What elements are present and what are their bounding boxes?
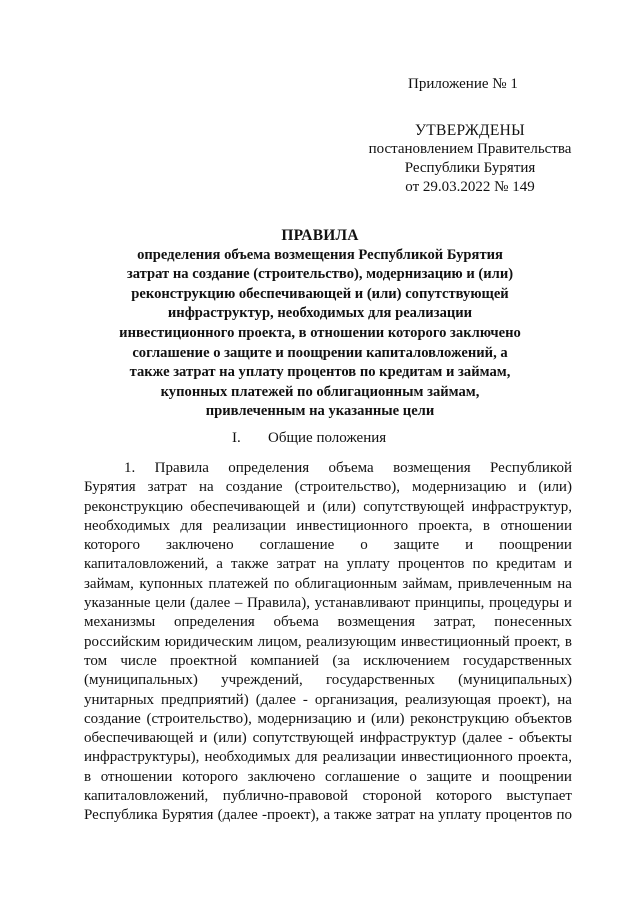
document-title: ПРАВИЛА xyxy=(281,227,359,244)
body-word: защите xyxy=(426,768,472,785)
body-line xyxy=(84,768,572,787)
body-word: объекты xyxy=(519,730,572,747)
body-word: процентов xyxy=(485,807,553,824)
body-word: уплату xyxy=(346,556,390,573)
body-word: Республикой xyxy=(490,460,572,476)
body-word: возмещения xyxy=(393,460,471,476)
body-word: необходимых xyxy=(84,517,170,534)
body-word: инфраструктуры), xyxy=(84,749,200,766)
body-word: проектной xyxy=(170,652,238,669)
body-paragraph xyxy=(84,459,572,826)
body-word: займам, xyxy=(402,575,453,592)
body-word: капиталовложений, xyxy=(84,788,209,805)
body-line xyxy=(84,710,572,729)
body-line xyxy=(84,613,572,632)
body-word: российским xyxy=(84,633,161,650)
body-line xyxy=(84,575,572,594)
body-word: унитарных xyxy=(84,691,155,708)
body-line xyxy=(84,691,572,710)
title-line: инвестиционного проекта, в отношении которого заключено xyxy=(119,324,521,341)
body-word: инвестиционного xyxy=(296,517,409,534)
body-word: (муниципальных) xyxy=(458,672,572,689)
body-word: и xyxy=(563,556,572,573)
body-word: обеспечивающей xyxy=(190,498,300,515)
body-line xyxy=(84,671,572,690)
approved-label: УТВЕРЖДЕНЫ xyxy=(415,122,525,139)
body-word: и xyxy=(563,595,572,612)
body-word: защите xyxy=(393,537,440,554)
title-line: также затрат на уплату процентов по кредитам и займам, xyxy=(129,364,511,381)
body-word: соглашение xyxy=(259,537,335,554)
body-word: и xyxy=(307,498,316,515)
body-word: (муниципальных) xyxy=(84,672,198,689)
body-line xyxy=(84,806,572,825)
body-word: необходимых xyxy=(204,749,291,766)
body-word: поощрении xyxy=(499,537,572,554)
title-line: реконструкцию обеспечивающей и (или) сопутствующей xyxy=(131,285,509,302)
body-word: на xyxy=(419,807,435,824)
body-word: поощрении xyxy=(499,768,572,785)
body-word: которого xyxy=(84,537,140,554)
body-word: исключением xyxy=(363,652,450,669)
body-word: модернизацию xyxy=(412,479,507,496)
body-word: заключено xyxy=(247,768,316,785)
title-line: затрат на создание (строительство), модернизацию и (или) xyxy=(126,266,514,283)
body-word: определения xyxy=(173,614,255,631)
body-word: (далее xyxy=(462,730,503,747)
body-word: (строительство), xyxy=(146,710,252,727)
body-word: создание xyxy=(225,479,283,496)
body-word: публично-правовой xyxy=(222,788,349,805)
body-word: купонных xyxy=(139,575,204,592)
body-line xyxy=(84,652,572,671)
body-word: возмещения xyxy=(337,614,415,631)
body-word: соглашение xyxy=(325,768,400,785)
body-word: реализации xyxy=(322,749,396,766)
body-word: затрат xyxy=(147,479,187,496)
body-word: (далее xyxy=(217,807,258,824)
body-word: (или) xyxy=(213,730,247,747)
body-word: лицом, xyxy=(257,633,302,650)
body-word: реализации xyxy=(212,517,287,534)
body-line xyxy=(84,555,572,574)
body-word: по xyxy=(472,556,489,573)
body-word: -проект), xyxy=(262,807,320,824)
body-word: реализующим xyxy=(306,633,397,650)
body-word: в xyxy=(482,517,490,534)
body-line xyxy=(84,748,572,767)
body-word: процедуры xyxy=(489,595,560,612)
title-line: определения объема возмещения Республикой Бурятия xyxy=(137,246,503,263)
body-word: и xyxy=(357,710,366,727)
body-word: принципы, xyxy=(414,595,485,612)
body-word: затрат xyxy=(375,807,416,824)
body-word: объема xyxy=(273,614,319,631)
body-word: капиталовложений, xyxy=(84,556,209,573)
body-word: предприятий) xyxy=(161,691,249,708)
body-word: на xyxy=(557,575,572,592)
body-word: юридическим xyxy=(164,633,254,650)
body-word: учреждений, xyxy=(221,672,303,689)
section-heading xyxy=(232,429,386,447)
body-word: инвестиционного xyxy=(401,749,513,766)
body-word: сопутствующей xyxy=(252,730,354,747)
section-number: I. xyxy=(232,430,241,446)
body-word: - xyxy=(302,691,308,708)
body-word: объектов xyxy=(514,710,572,727)
body-word: Бурятия xyxy=(84,479,136,496)
approval-block xyxy=(360,121,580,197)
body-word: проекта, xyxy=(418,517,473,534)
body-word: цели xyxy=(155,595,186,612)
body-word: инфраструктур, xyxy=(471,498,572,515)
body-word: устанавливают xyxy=(314,595,411,612)
body-word: на xyxy=(198,479,214,496)
body-word: отношении xyxy=(100,768,173,785)
body-word: организация, xyxy=(314,691,398,708)
approval-line: от 29.03.2022 № 149 xyxy=(405,179,535,195)
body-word: определения xyxy=(228,460,310,476)
body-word: понесенных xyxy=(494,614,572,631)
title-line: купонных платежей по облигационным займам, xyxy=(160,383,480,400)
body-word: (далее xyxy=(255,691,296,708)
body-word: инфраструктур xyxy=(359,730,457,747)
body-word: модернизацию xyxy=(257,710,352,727)
body-word: реконструкцию xyxy=(84,498,183,515)
document-title-block xyxy=(100,226,540,422)
body-word: также xyxy=(334,807,372,824)
body-word: по xyxy=(556,807,572,824)
title-line: инфраструктур, необходимых для реализации xyxy=(167,305,473,322)
title-line: привлеченным на указанные цели xyxy=(205,403,435,420)
body-word: 1. xyxy=(124,460,136,476)
body-word: по xyxy=(273,575,290,592)
appendix-label: Приложение № 1 xyxy=(408,76,518,92)
body-word: для xyxy=(180,517,203,534)
body-line xyxy=(84,478,572,497)
body-word: реализующая xyxy=(404,691,492,708)
body-line xyxy=(84,459,572,478)
body-word: проект), xyxy=(498,691,551,708)
body-word: процентов xyxy=(397,556,465,573)
body-word: привлеченным xyxy=(457,575,552,592)
approval-line: постановлением Правительства xyxy=(368,141,572,157)
body-word: сопутствующей xyxy=(363,498,465,515)
body-word: обеспечивающей xyxy=(84,730,194,747)
body-word: (строительство), xyxy=(294,479,400,496)
body-line xyxy=(84,498,572,517)
body-word: Правила), xyxy=(246,595,310,612)
body-word: проект, xyxy=(514,633,561,650)
body-word: и xyxy=(518,479,527,496)
body-word: Республика xyxy=(84,807,158,824)
body-word: также xyxy=(231,556,269,573)
body-line xyxy=(84,787,572,806)
body-word: в xyxy=(84,768,92,785)
body-word: уплату xyxy=(438,807,482,824)
body-word: на xyxy=(557,691,572,708)
body-word: компанией xyxy=(250,652,320,669)
body-word: которого xyxy=(182,768,239,785)
body-word: для xyxy=(295,749,318,766)
body-word: о xyxy=(409,768,417,785)
body-word: создание xyxy=(84,710,141,727)
body-word: Правила xyxy=(154,460,209,476)
body-word: государственных xyxy=(325,672,435,689)
body-word: на xyxy=(323,556,339,573)
title-line: соглашение о защите и поощрении капиталовложений, а xyxy=(132,344,508,361)
body-line xyxy=(84,729,572,748)
body-word: затрат, xyxy=(433,614,476,631)
body-word: механизмы xyxy=(84,614,156,631)
body-word: (далее xyxy=(190,595,231,612)
body-line xyxy=(84,536,572,555)
body-word: стороной xyxy=(362,788,422,805)
body-word: реконструкцию xyxy=(410,710,510,727)
body-word: (за xyxy=(332,652,350,669)
body-word: - xyxy=(508,730,514,747)
body-word: (или) xyxy=(371,710,405,727)
body-word: затрат xyxy=(276,556,316,573)
body-word: том xyxy=(84,652,108,669)
body-word: облигационным xyxy=(294,575,397,592)
body-word: которого xyxy=(435,788,492,805)
body-word: указанные xyxy=(84,595,151,612)
body-word: числе xyxy=(120,652,157,669)
body-word: отношении xyxy=(500,517,572,534)
body-word: о xyxy=(360,537,368,554)
body-word: и xyxy=(481,768,490,785)
body-word: кредитам xyxy=(496,556,556,573)
body-line xyxy=(84,633,572,652)
body-word: в xyxy=(564,633,572,650)
body-word: и xyxy=(465,537,474,554)
body-word: а xyxy=(216,556,223,573)
body-line xyxy=(84,517,572,536)
body-word: инвестиционный xyxy=(400,633,510,650)
body-word: платежей xyxy=(208,575,269,592)
body-word: (или) xyxy=(322,498,356,515)
body-word: заключено xyxy=(165,537,234,554)
body-word: займам, xyxy=(84,575,134,592)
section-title: Общие положения xyxy=(268,430,387,446)
body-word: и xyxy=(199,730,208,747)
body-word: а xyxy=(323,807,331,824)
body-word: выступает xyxy=(506,788,572,805)
body-word: (или) xyxy=(538,479,572,496)
body-word: Бурятия xyxy=(161,807,214,824)
body-line xyxy=(84,594,572,613)
body-word: – xyxy=(234,595,243,612)
body-word: государственных xyxy=(462,652,572,669)
body-word: проекта, xyxy=(517,749,572,766)
body-word: объема xyxy=(328,460,374,476)
approval-line: Республики Бурятия xyxy=(404,160,536,176)
